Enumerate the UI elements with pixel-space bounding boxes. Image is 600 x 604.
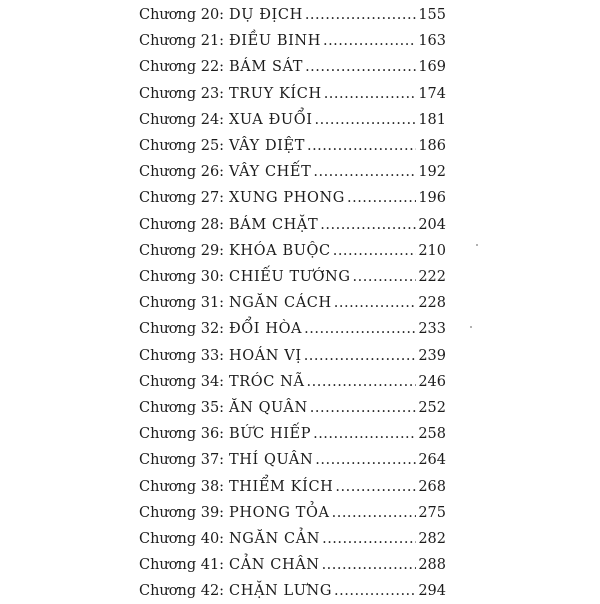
chapter-label: Chương 35: — [139, 400, 225, 416]
toc-row — [0, 238, 600, 264]
chapter-entry — [229, 28, 446, 54]
chapter-label: Chương 21: — [139, 33, 225, 50]
dot-leader — [305, 54, 416, 80]
dot-leader — [313, 421, 416, 447]
page-number: 186 — [418, 138, 446, 154]
page-number: 264 — [418, 452, 446, 469]
chapter-entry — [229, 500, 446, 526]
page-number: 222 — [418, 269, 446, 285]
chapter-label: Chương 25: — [139, 138, 225, 154]
chapter-label: Chương 30: — [139, 269, 225, 285]
chapter-entry — [229, 159, 446, 185]
chapter-entry — [229, 54, 446, 80]
dot-leader — [324, 81, 417, 107]
toc-row — [0, 474, 600, 500]
page-number: 204 — [418, 216, 446, 233]
chapter-label: Chương 32: — [139, 321, 225, 338]
page-number: 169 — [418, 59, 446, 76]
toc-row — [0, 212, 600, 238]
chapter-entry — [229, 185, 446, 211]
dot-leader — [315, 107, 417, 133]
chapter-title: CẢN CHÂN — [229, 557, 320, 574]
chapter-label: Chương 22: — [139, 59, 225, 76]
chapter-label: Chương 26: — [139, 164, 225, 181]
chapter-title: CHẶN LƯNG — [229, 583, 333, 600]
page-number: 275 — [418, 504, 446, 521]
dot-leader — [334, 578, 416, 604]
toc-row — [0, 578, 600, 604]
toc-row — [0, 369, 600, 395]
dot-leader — [347, 185, 416, 211]
chapter-label: Chương 28: — [139, 216, 225, 233]
chapter-title: VÂY DIỆT — [229, 138, 305, 154]
chapter-label: Chương 31: — [139, 295, 225, 312]
chapter-label: Chương 20: — [139, 7, 225, 23]
chapter-label: Chương 29: — [139, 242, 225, 259]
chapter-label: Chương 37: — [139, 452, 225, 469]
toc-row — [0, 526, 600, 552]
chapter-title: PHONG TỎA — [229, 504, 330, 521]
chapter-label: Chương 33: — [139, 347, 225, 364]
chapter-label: Chương 24: — [139, 111, 225, 128]
chapter-title: TRÓC NÃ — [229, 373, 305, 390]
chapter-entry — [229, 238, 446, 264]
chapter-title: BÁM CHẶT — [229, 216, 319, 233]
chapter-label: Chương 27: — [139, 190, 225, 207]
page-number: 210 — [418, 242, 446, 259]
page-number: 282 — [418, 531, 446, 547]
page-number: 228 — [418, 295, 446, 312]
dot-leader — [320, 212, 416, 238]
chapter-entry — [229, 133, 446, 159]
toc-row — [0, 290, 600, 316]
chapter-title: HOÁN VỊ — [229, 347, 302, 364]
toc-row — [0, 133, 600, 159]
page-number: 246 — [418, 373, 446, 390]
toc-row — [0, 81, 600, 107]
toc-row — [0, 343, 600, 369]
chapter-entry — [229, 552, 446, 578]
page-number: 233 — [418, 321, 446, 338]
chapter-title: XUA ĐUỔI — [229, 111, 313, 128]
chapter-entry — [229, 81, 446, 107]
chapter-entry — [229, 343, 446, 369]
chapter-label: Chương 38: — [139, 478, 225, 495]
chapter-entry — [229, 421, 446, 447]
toc-row — [0, 500, 600, 526]
page-number: 294 — [418, 583, 446, 600]
chapter-label: Chương 40: — [139, 531, 225, 547]
chapter-label: Chương 36: — [139, 426, 225, 443]
toc-row — [0, 264, 600, 290]
paper-speck — [476, 244, 478, 246]
chapter-entry — [229, 264, 446, 290]
dot-leader — [310, 395, 417, 421]
chapter-entry — [229, 395, 446, 421]
chapter-label: Chương 39: — [139, 504, 225, 521]
toc-row — [0, 552, 600, 578]
chapter-entry — [229, 578, 446, 604]
chapter-title: ĐỔI HÒA — [229, 321, 303, 338]
page-number: 268 — [418, 478, 446, 495]
dot-leader — [333, 238, 417, 264]
chapter-entry — [229, 447, 446, 473]
toc-row — [0, 54, 600, 80]
page-number: 239 — [418, 347, 446, 364]
chapter-title: XUNG PHONG — [229, 190, 345, 207]
chapter-title: BỨC HIẾP — [229, 426, 312, 443]
dot-leader — [304, 316, 416, 342]
toc-row — [0, 316, 600, 342]
page-number: 174 — [418, 85, 446, 102]
dot-leader — [334, 290, 417, 316]
dot-leader — [322, 552, 417, 578]
dot-leader — [322, 526, 416, 552]
page-number: 258 — [418, 426, 446, 443]
dot-leader — [313, 159, 416, 185]
page-number: 196 — [418, 190, 446, 207]
page-number: 192 — [418, 164, 446, 181]
page-number: 252 — [418, 400, 446, 416]
toc-row — [0, 185, 600, 211]
chapter-title: NGĂN CÁCH — [229, 295, 332, 312]
dot-leader — [304, 343, 417, 369]
dot-leader — [323, 28, 416, 54]
chapter-label: Chương 34: — [139, 373, 225, 390]
chapter-title: VÂY CHẾT — [229, 164, 312, 181]
chapter-title: ĂN QUÂN — [229, 400, 308, 416]
dot-leader — [335, 474, 416, 500]
chapter-entry — [229, 369, 446, 395]
chapter-title: ĐIỀU BINH — [229, 33, 321, 50]
chapter-label: Chương 42: — [139, 583, 225, 600]
chapter-entry — [229, 526, 446, 552]
dot-leader — [353, 264, 417, 290]
page-number: 181 — [418, 111, 446, 128]
chapter-label: Chương 23: — [139, 85, 225, 102]
dot-leader — [332, 500, 417, 526]
chapter-title: BÁM SÁT — [229, 59, 304, 76]
chapter-title: CHIẾU TƯỚNG — [229, 269, 351, 285]
paper-speck — [470, 326, 472, 328]
chapter-entry — [229, 474, 446, 500]
dot-leader — [307, 369, 417, 395]
chapter-entry — [229, 2, 446, 28]
chapter-entry — [229, 107, 446, 133]
toc-row — [0, 28, 600, 54]
page-number: 155 — [418, 7, 446, 23]
dot-leader — [307, 133, 416, 159]
chapter-entry — [229, 290, 446, 316]
page-number: 288 — [418, 557, 446, 574]
toc-row — [0, 159, 600, 185]
chapter-title: THÍ QUÂN — [229, 452, 314, 469]
toc-row — [0, 107, 600, 133]
chapter-title: THIỂM KÍCH — [229, 478, 334, 495]
dot-leader — [315, 447, 416, 473]
page-number: 163 — [418, 33, 446, 50]
toc-row — [0, 447, 600, 473]
toc-row — [0, 2, 600, 28]
chapter-title: TRUY KÍCH — [229, 85, 322, 102]
chapter-title: NGĂN CẢN — [229, 531, 321, 547]
dot-leader — [305, 2, 416, 28]
chapter-title: DỤ ĐỊCH — [229, 7, 303, 23]
toc-row — [0, 421, 600, 447]
chapter-label: Chương 41: — [139, 557, 225, 574]
chapter-title: KHÓA BUỘC — [229, 242, 331, 259]
chapter-entry — [229, 316, 446, 342]
chapter-entry — [229, 212, 446, 238]
toc-row — [0, 395, 600, 421]
